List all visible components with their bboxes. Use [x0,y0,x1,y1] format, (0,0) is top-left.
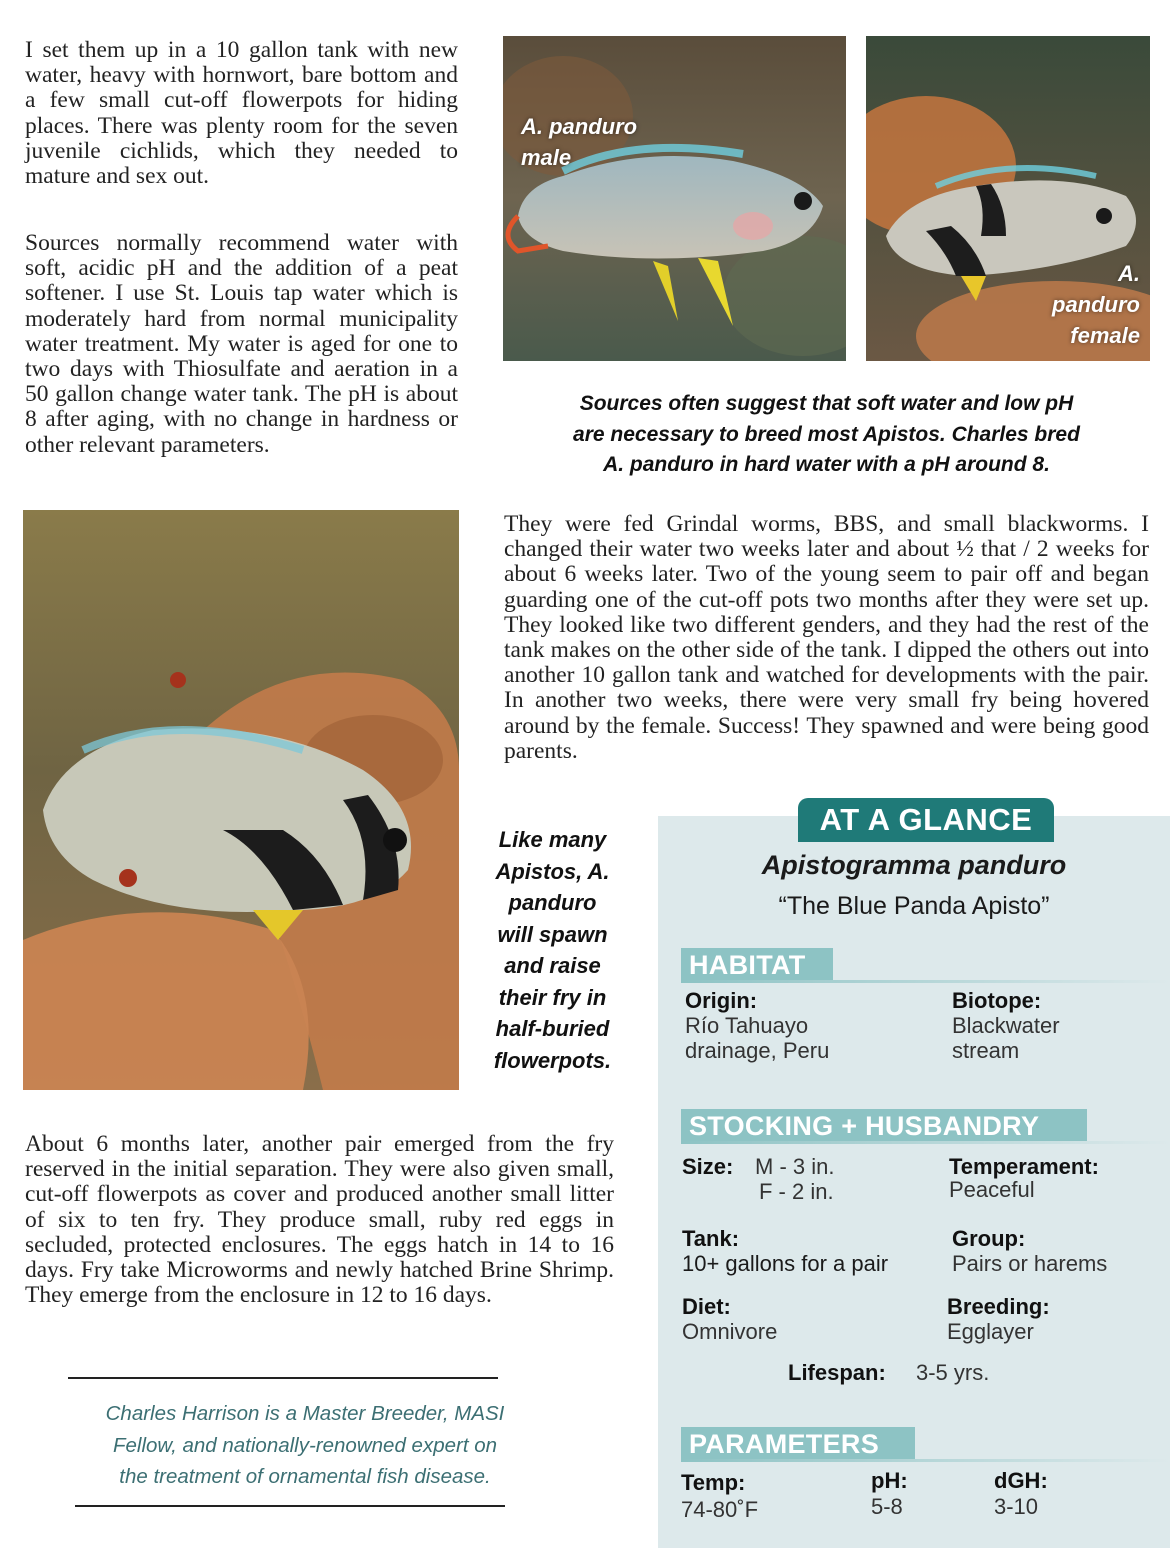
size-value-male: M - 3 in. [755,1154,835,1179]
temp-value: 74-80˚F [681,1497,759,1522]
female-photo-label-genus: A. [1118,261,1140,286]
habitat-heading: HABITAT [681,948,833,982]
group-value: Pairs or harems [952,1251,1108,1276]
photo-caption-side [470,824,635,1076]
male-fish-photo [503,36,846,361]
biotope-value-line-1: Blackwater [952,1013,1060,1038]
caption-top-line-1: Sources often suggest that soft water and low pH [579,392,1074,415]
group-label: Group: [952,1226,1026,1251]
stocking-heading: STOCKING + HUSBANDRY [681,1109,1087,1143]
size-label: Size: [682,1154,734,1179]
bio-divider-bottom [75,1505,505,1507]
article-paragraph-4: About 6 months later, another pair emerged from the fry reserved in the initial separation. They were also given small, cut-off flowerpots as cover and produced another small litter of six to ten fry. They produce small, ruby red eggs in secluded, protected enclosures. The eggs hatch in 14 to 16 days. Fry take Microworms and newly hatched Brine Shrimp. They emerge from the enclosure in 12 to 16 days. [25,1131,614,1309]
breeding-value: Egglayer [947,1319,1034,1344]
male-photo-label-species: A. panduro [521,114,638,139]
stocking-underline [681,1141,1170,1144]
author-bio [30,1398,580,1493]
biotope-label: Biotope: [952,988,1042,1013]
caption-side-line-8: flowerpots. [493,1047,612,1073]
lifespan-label: Lifespan: [788,1360,886,1385]
origin-value-line-2: drainage, Peru [685,1038,830,1063]
female-photo-label-species: panduro [1052,292,1140,317]
ph-label: pH: [871,1468,908,1493]
breeding-label: Breeding: [947,1294,1050,1319]
parameters-heading: PARAMETERS [681,1427,915,1461]
male-photo-label-sex: male [521,145,572,170]
photo-caption-top [503,389,1150,481]
temperament-value: Peaceful [949,1177,1035,1202]
article-paragraph-2: Sources normally recommend water with soft, acidic pH and the addition of a peat softener. I use St. Louis tap water which is moderately hard from normal municipality water treatment. My water is aged for one to two days with Thiosulfate and aeration in a 50 gallon change water tank. The pH is about 8 after aging, with no change in hardness or other relevant parameters. [25,230,458,458]
ph-value: 5-8 [871,1494,903,1519]
caption-side-line-3: panduro [508,890,597,915]
biotope-value-line-2: stream [952,1038,1020,1063]
at-a-glance-title: AT A GLANCE [798,798,1054,842]
female-photo-label-sex: female [1070,323,1140,348]
caption-side-line-2: Apistos, A. [495,858,610,884]
size-value-female: F - 2 in. [759,1179,834,1204]
tank-label: Tank: [682,1226,740,1251]
parameters-underline [681,1459,1170,1462]
habitat-underline [681,980,1170,983]
caption-side-line-1: Like many [498,827,607,852]
origin-value-line-1: Río Tahuayo [685,1013,809,1038]
common-name: “The Blue Panda Apisto” [778,892,1050,920]
caption-side-line-6: their fry in [498,984,607,1010]
diet-value: Omnivore [682,1319,778,1344]
article-paragraph-1: I set them up in a 10 gallon tank with new water, heavy with hornwort, bare bottom and a few small cut-off flowerpots for hiding places. There was plenty room for the seven juvenile cichlids, which they needed to mature and sex out. [25,37,458,190]
dgh-value: 3-10 [994,1494,1039,1519]
scientific-name: Apistogramma panduro [761,850,1067,880]
origin-label: Origin: [685,988,758,1013]
female-fish-photo [866,36,1150,361]
caption-side-line-5: and raise [504,953,601,978]
bio-line-2: Fellow, and nationally-renowned expert on [112,1433,498,1457]
caption-side-line-4: will spawn [497,921,608,947]
lifespan-value: 3-5 yrs. [916,1360,990,1385]
caption-side-line-7: half-buried [495,1016,610,1041]
bio-line-3: the treatment of ornamental fish disease. [119,1465,491,1488]
caption-top-line-2: are necessary to breed most Apistos. Charles bred [573,422,1080,446]
bio-divider-top [68,1377,498,1379]
bio-line-1: Charles Harrison is a Master Breeder, MASI [105,1402,505,1425]
dgh-label: dGH: [994,1468,1048,1493]
article-paragraph-3: They were fed Grindal worms, BBS, and small blackworms. I changed their water two weeks later and about ½ that / 2 weeks for about 6 weeks later. Two of the young seem to pair off and began guarding one of the cut-off pots two months after they were set up. They looked like two different genders, and they had the rest of the tank makes on the other side of the tank. I dipped the others out into another 10 gallon tank and watched for developments with the pair. In another two weeks, there were very small fry being hovered around by the female. Success! They spawned and were being good parents. [504,511,1149,764]
tank-value: 10+ gallons for a pair [682,1251,889,1276]
temperament-label: Temperament: [949,1154,1099,1179]
pair-fish-photo [23,510,459,1090]
diet-label: Diet: [682,1294,731,1319]
temp-label: Temp: [681,1470,746,1495]
caption-top-line-3: A. panduro in hard water with a pH around 8. [603,453,1050,476]
